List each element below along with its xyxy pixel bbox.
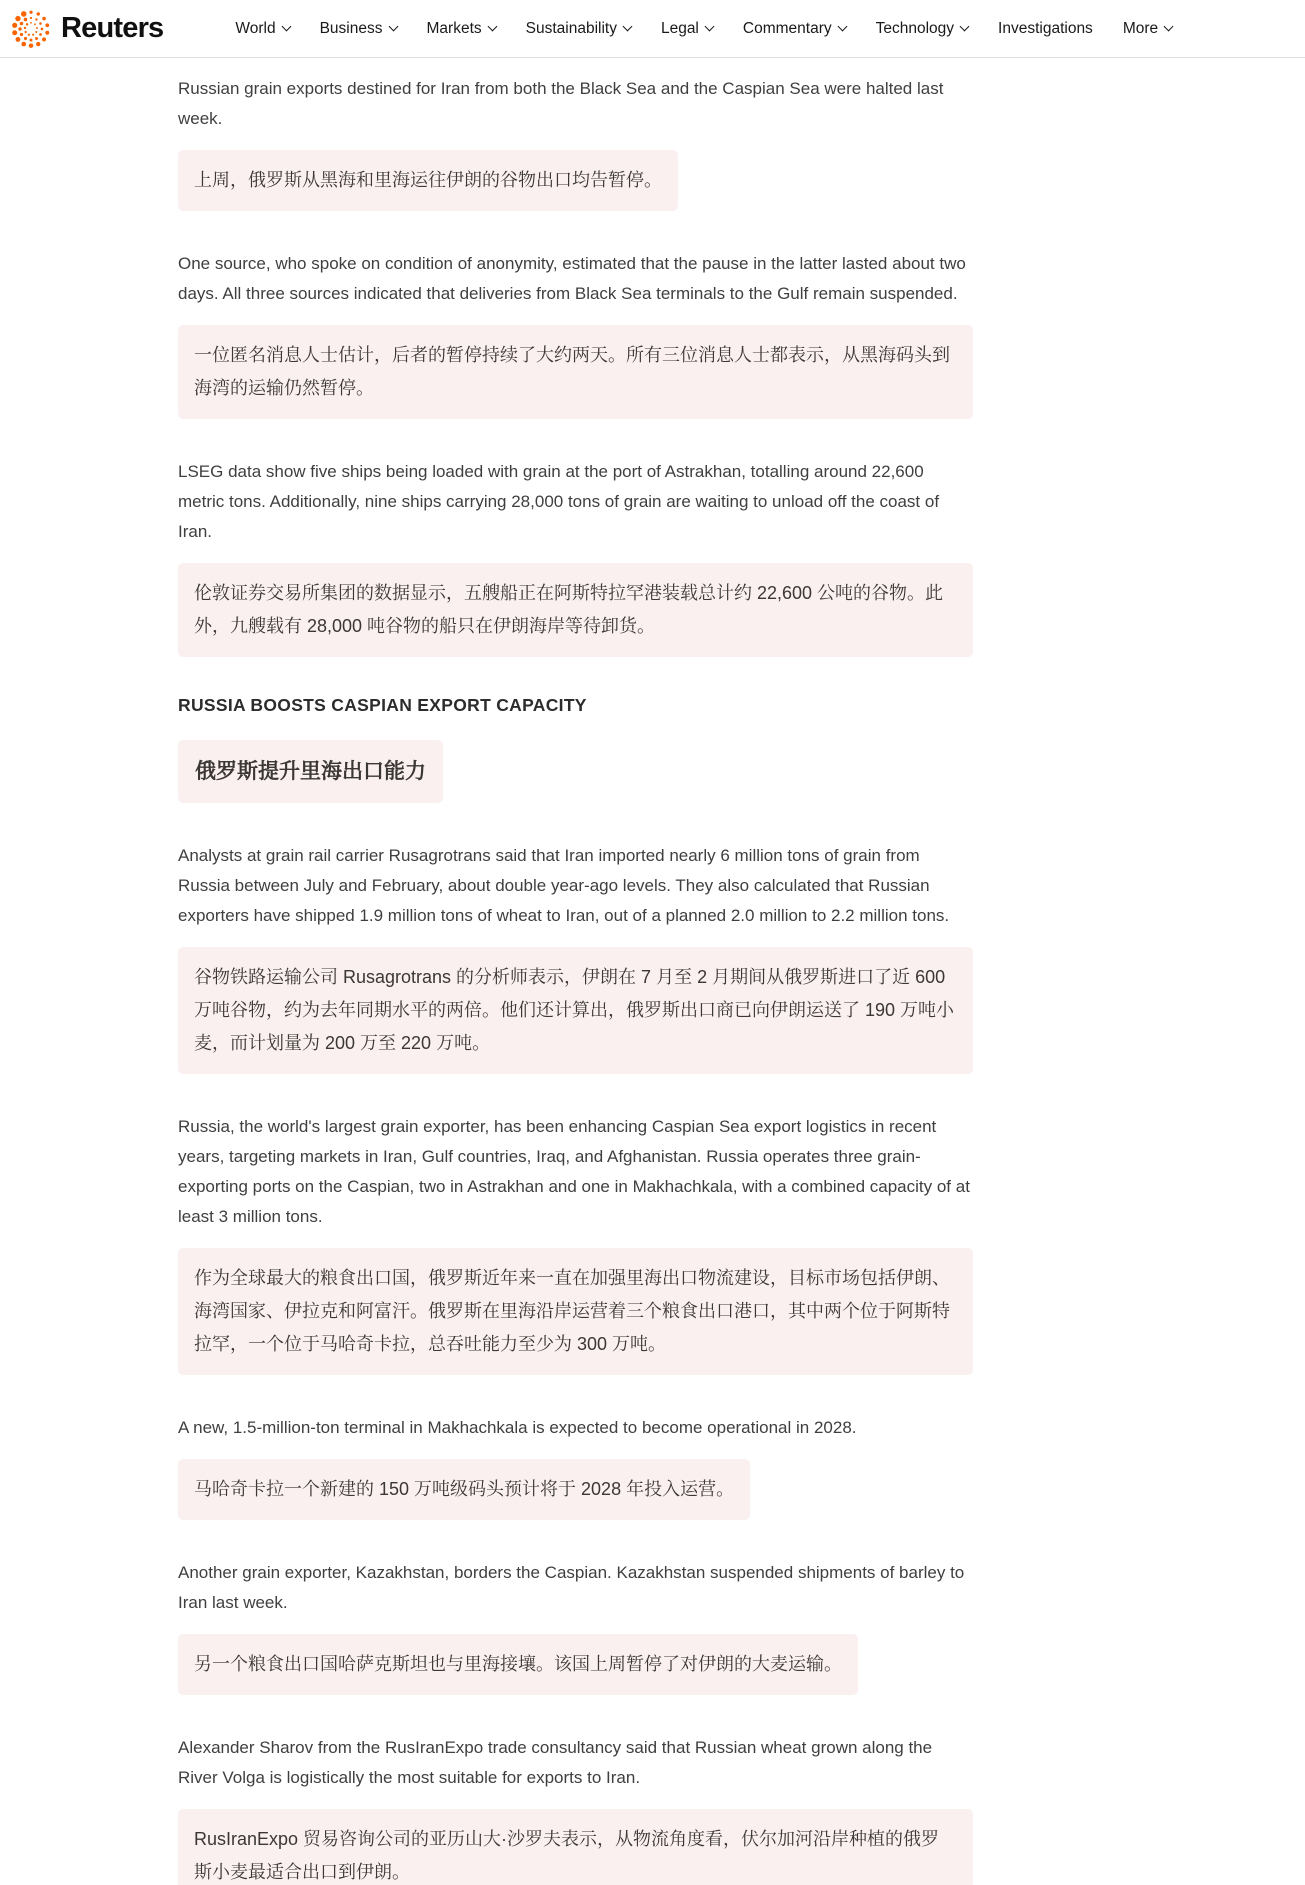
article-paragraph-en: Alexander Sharov from the RusIranExpo trade consultancy said that Russian wheat grown along the River Volga is logistically the most suitable for exports to Iran. (178, 1738, 933, 1787)
nav-item-business[interactable] (320, 20, 397, 38)
section-heading-translation-zh: 俄罗斯提升里海出口能力 (178, 740, 443, 803)
chevron-down-icon (388, 22, 398, 32)
nav-label: Legal (660, 19, 699, 37)
article-body (178, 74, 973, 1885)
nav-item-world[interactable] (235, 20, 289, 38)
article-paragraph-en: Another grain exporter, Kazakhstan, borders the Caspian. Kazakhstan suspended shipments of barley to Iran last week. (178, 1563, 965, 1612)
nav-item-commentary[interactable] (743, 20, 846, 38)
nav-label: World (235, 19, 276, 37)
article-paragraph-en: A new, 1.5-million-ton terminal in Makhachkala is expected to become operational in 2028. (178, 1418, 857, 1437)
translation-box-zh: 另一个粮食出口国哈萨克斯坦也与里海接壤。该国上周暂停了对伊朗的大麦运输。 (178, 1634, 858, 1695)
chevron-down-icon (487, 22, 497, 32)
nav-label: Business (319, 19, 383, 37)
translation-box-zh: 上周，俄罗斯从黑海和里海运往伊朗的谷物出口均告暂停。 (178, 150, 678, 211)
reuters-dotted-circle-icon (10, 8, 52, 50)
nav-label: Technology (875, 19, 955, 37)
site-header (0, 0, 1305, 58)
translation-box-zh: 马哈奇卡拉一个新建的 150 万吨级码头预计将于 2028 年投入运营。 (178, 1459, 750, 1520)
main-nav (235, 20, 1172, 38)
nav-label: Markets (426, 19, 482, 37)
article-paragraph-en: Russia, the world's largest grain exporter, has been enhancing Caspian Sea export logistics in recent years, targeting markets in Iran, Gulf countries, Iraq, and Afghanistan. Russia operates three grain-exporting ports on the Caspian, two in Astrakhan and one in Makhachkala, with a combined capacity of at least 3 million tons. (178, 1117, 970, 1226)
chevron-down-icon (704, 22, 714, 32)
chevron-down-icon (623, 22, 633, 32)
translation-box-zh: 谷物铁路运输公司 Rusagrotrans 的分析师表示，伊朗在 7 月至 2 月期间从俄罗斯进口了近 600 万吨谷物，约为去年同期水平的两倍。他们还计算出，俄罗斯出口商已向伊朗运送了 190 万吨小麦，而计划量为 200 万至 220 万吨。 (178, 947, 973, 1074)
chevron-down-icon (1164, 22, 1174, 32)
nav-label: Investigations (998, 19, 1093, 37)
translation-box-zh: 伦敦证券交易所集团的数据显示，五艘船正在阿斯特拉罕港装载总计约 22,600 公吨的谷物。此外，九艘载有 28,000 吨谷物的船只在伊朗海岸等待卸货。 (178, 563, 973, 657)
chevron-down-icon (837, 22, 847, 32)
article-paragraph-en: Russian grain exports destined for Iran from both the Black Sea and the Caspian Sea were halted last week. (178, 79, 944, 128)
article-paragraph-en: One source, who spoke on condition of anonymity, estimated that the pause in the latter lasted about two days. All three sources indicated that deliveries from Black Sea terminals to the Gulf remain suspended. (178, 254, 966, 303)
nav-label: More (1122, 19, 1159, 37)
article-paragraph-en: Analysts at grain rail carrier Rusagrotrans said that Iran imported nearly 6 million tons of grain from Russia between July and February, about double year-ago levels. They also calculated that Russian exporters have shipped 1.9 million tons of wheat to Iran, out of a planned 2.0 million to 2.2 million tons. (178, 846, 950, 925)
chevron-down-icon (960, 22, 970, 32)
nav-item-markets[interactable] (427, 20, 496, 38)
chevron-down-icon (281, 22, 291, 32)
translation-box-zh: 作为全球最大的粮食出口国，俄罗斯近年来一直在加强里海出口物流建设，目标市场包括伊朗、海湾国家、伊拉克和阿富汗。俄罗斯在里海沿岸运营着三个粮食出口港口，其中两个位于阿斯特拉罕，一个位于马哈奇卡拉，总吞吐能力至少为 300 万吨。 (178, 1248, 973, 1375)
translation-box-zh: RusIranExpo 贸易咨询公司的亚历山大·沙罗夫表示，从物流角度看，伏尔加河沿岸种植的俄罗斯小麦最适合出口到伊朗。 (178, 1809, 973, 1885)
nav-item-sustainability[interactable] (526, 20, 631, 38)
nav-item-legal[interactable] (661, 20, 713, 38)
reuters-logo[interactable] (10, 8, 163, 50)
nav-label: Commentary (742, 19, 832, 37)
section-heading-en: RUSSIA BOOSTS CASPIAN EXPORT CAPACITY (178, 695, 587, 715)
article-paragraph-en: LSEG data show five ships being loaded with grain at the port of Astrakhan, totalling around 22,600 metric tons. Additionally, nine ships carrying 28,000 tons of grain are waiting to unload off the coast of Iran. (178, 462, 940, 541)
nav-label: Sustainability (525, 19, 617, 37)
brand-wordmark: Reuters (61, 12, 164, 44)
nav-item-technology[interactable] (876, 20, 968, 38)
nav-item-investigations[interactable] (998, 20, 1093, 38)
nav-item-more[interactable] (1123, 20, 1172, 38)
translation-box-zh: 一位匿名消息人士估计，后者的暂停持续了大约两天。所有三位消息人士都表示，从黑海码头到海湾的运输仍然暂停。 (178, 325, 973, 419)
